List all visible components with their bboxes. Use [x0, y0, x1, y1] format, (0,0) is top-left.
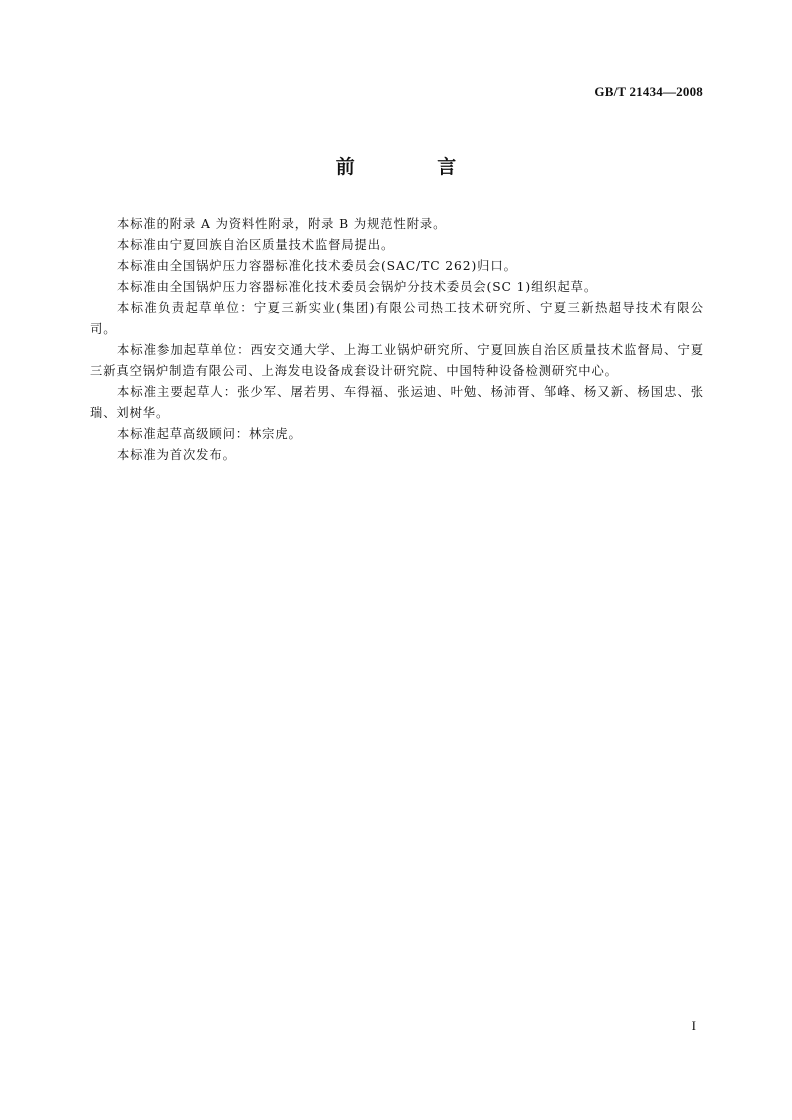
- paragraph-appendix-info: 本标准的附录 A 为资料性附录，附录 B 为规范性附录。: [117, 217, 447, 231]
- paragraph-senior-advisor: 本标准起草高级顾问：林宗虎。: [117, 427, 302, 441]
- foreword-body: [90, 214, 704, 466]
- paragraph-under-jurisdiction: 本标准由全国锅炉压力容器标准化技术委员会(SAC/TC 262)归口。: [117, 259, 517, 273]
- paragraph-organized-by: 本标准由全国锅炉压力容器标准化技术委员会锅炉分技术委员会(SC 1)组织起草。: [117, 280, 598, 294]
- page-number: I: [691, 1018, 696, 1033]
- paragraph-main-drafting-units: 本标准负责起草单位：宁夏三新实业(集团)有限公司热工技术研究所、宁夏三新热超导技术有限公司。: [90, 301, 704, 336]
- page-title: 前 言: [335, 156, 495, 178]
- paragraph-proposed-by: 本标准由宁夏回族自治区质量技术监督局提出。: [117, 238, 395, 252]
- paragraph-participating-units: 本标准参加起草单位：西安交通大学、上海工业锅炉研究所、宁夏回族自治区质量技术监督局、宁夏三新真空锅炉制造有限公司、上海发电设备成套设计研究院、中国特种设备检测研究中心。: [90, 343, 704, 378]
- paragraph-first-release: 本标准为首次发布。: [117, 448, 236, 462]
- standard-code: GB/T 21434—2008: [594, 84, 703, 99]
- paragraph-main-drafters: 本标准主要起草人：张少军、屠若男、车得福、张运迪、叶勉、杨沛胥、邹峰、杨又新、杨国忠、张瑞、刘树华。: [90, 385, 704, 420]
